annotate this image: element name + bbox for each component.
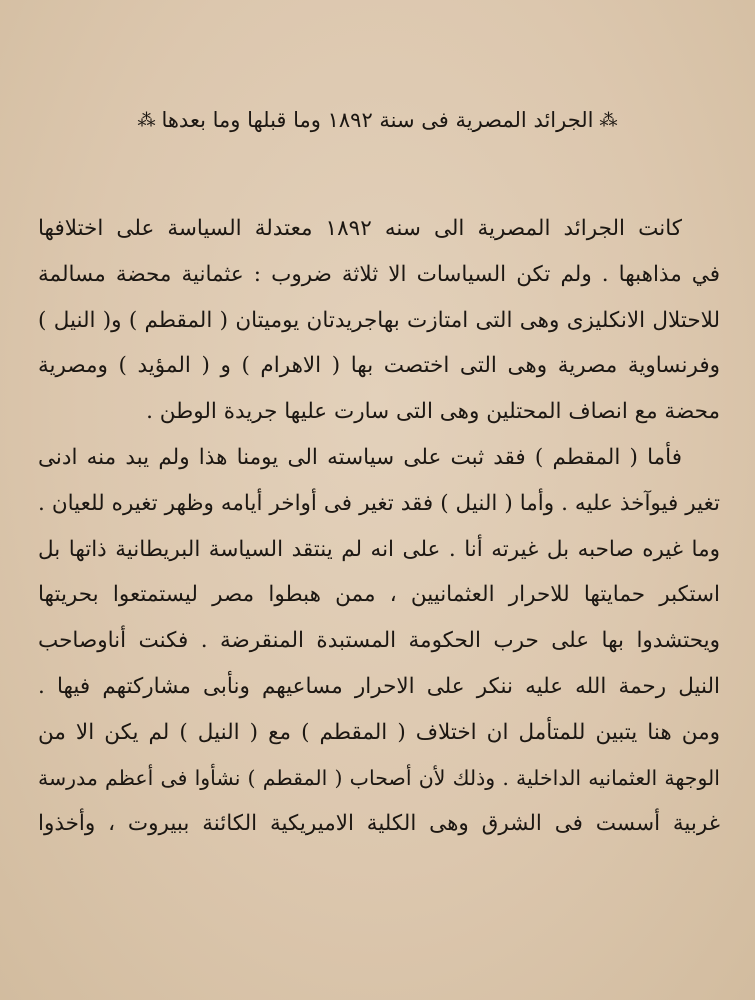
text-line: غربية أسست فى الشرق وهى الكلية الاميريكية الكائنة ببيروت ، وأخذوا xyxy=(38,811,720,837)
text-line: الوجهة العثمانيه الداخلية . وذلك لأن أصحاب ( المقطم ) نشأوا فى أعظم مدرسة xyxy=(38,765,720,790)
text-line: في مذاهبها . ولم تكن السياسات الا ثلاثة ضروب : عثمانية محضة مسالمة xyxy=(38,261,720,287)
section-heading xyxy=(0,100,755,141)
body-text xyxy=(38,206,720,847)
ornament-right: ⁂ xyxy=(599,110,618,131)
text-line: تغير فيوآخذ عليه . وأما ( النيل ) فقد تغير فى أواخر أيامه وظهر تغيره للعيان . xyxy=(38,490,720,516)
text-line: محضة مع انصاف المحتلين وهى التى سارت عليها جريدة الوطن . xyxy=(146,399,720,425)
ornament-left: ⁂ xyxy=(137,110,156,131)
text-line: وما غيره صاحبه بل غيرته أنا . على انه لم ينتقد السياسة البريطانية ذاتها بل xyxy=(38,536,720,562)
text-line: فأما ( المقطم ) فقد ثبت على سياسته الى يومنا هذا ولم يبد منه ادنى xyxy=(38,444,682,470)
text-line: ومن هنا يتبين للمتأمل ان اختلاف ( المقطم ) مع ( النيل ) لم يكن الا من xyxy=(38,719,720,745)
text-line: استكبر حمايتها للاحرار العثمانيين ، ممن هبطوا مصر ليستمتعوا بحريتها xyxy=(38,582,720,608)
text-line: كانت الجرائد المصرية الى سنه ١٨٩٢ معتدلة السياسة على اختلافها xyxy=(38,216,682,241)
section-heading-text: الجرائد المصرية فى سنة ١٨٩٢ وما قبلها وما بعدها xyxy=(161,108,594,132)
text-line: النيل رحمة الله عليه ننكر على الاحرار مساعيهم ونأبى مشاركتهم فيها . xyxy=(38,673,720,699)
text-line: وفرنساوية مصرية وهى التى اختصت بها ( الاهرام ) و ( المؤيد ) ومصرية xyxy=(38,353,720,379)
text-line: ويحتشدوا بها على حرب الحكومة المستبدة المنقرضة . فكنت أناوصاحب xyxy=(38,628,720,654)
text-line: للاحتلال الانكليزى وهى التى امتازت بهاجريدتان يوميتان ( المقطم ) و( النيل ) xyxy=(38,307,720,333)
